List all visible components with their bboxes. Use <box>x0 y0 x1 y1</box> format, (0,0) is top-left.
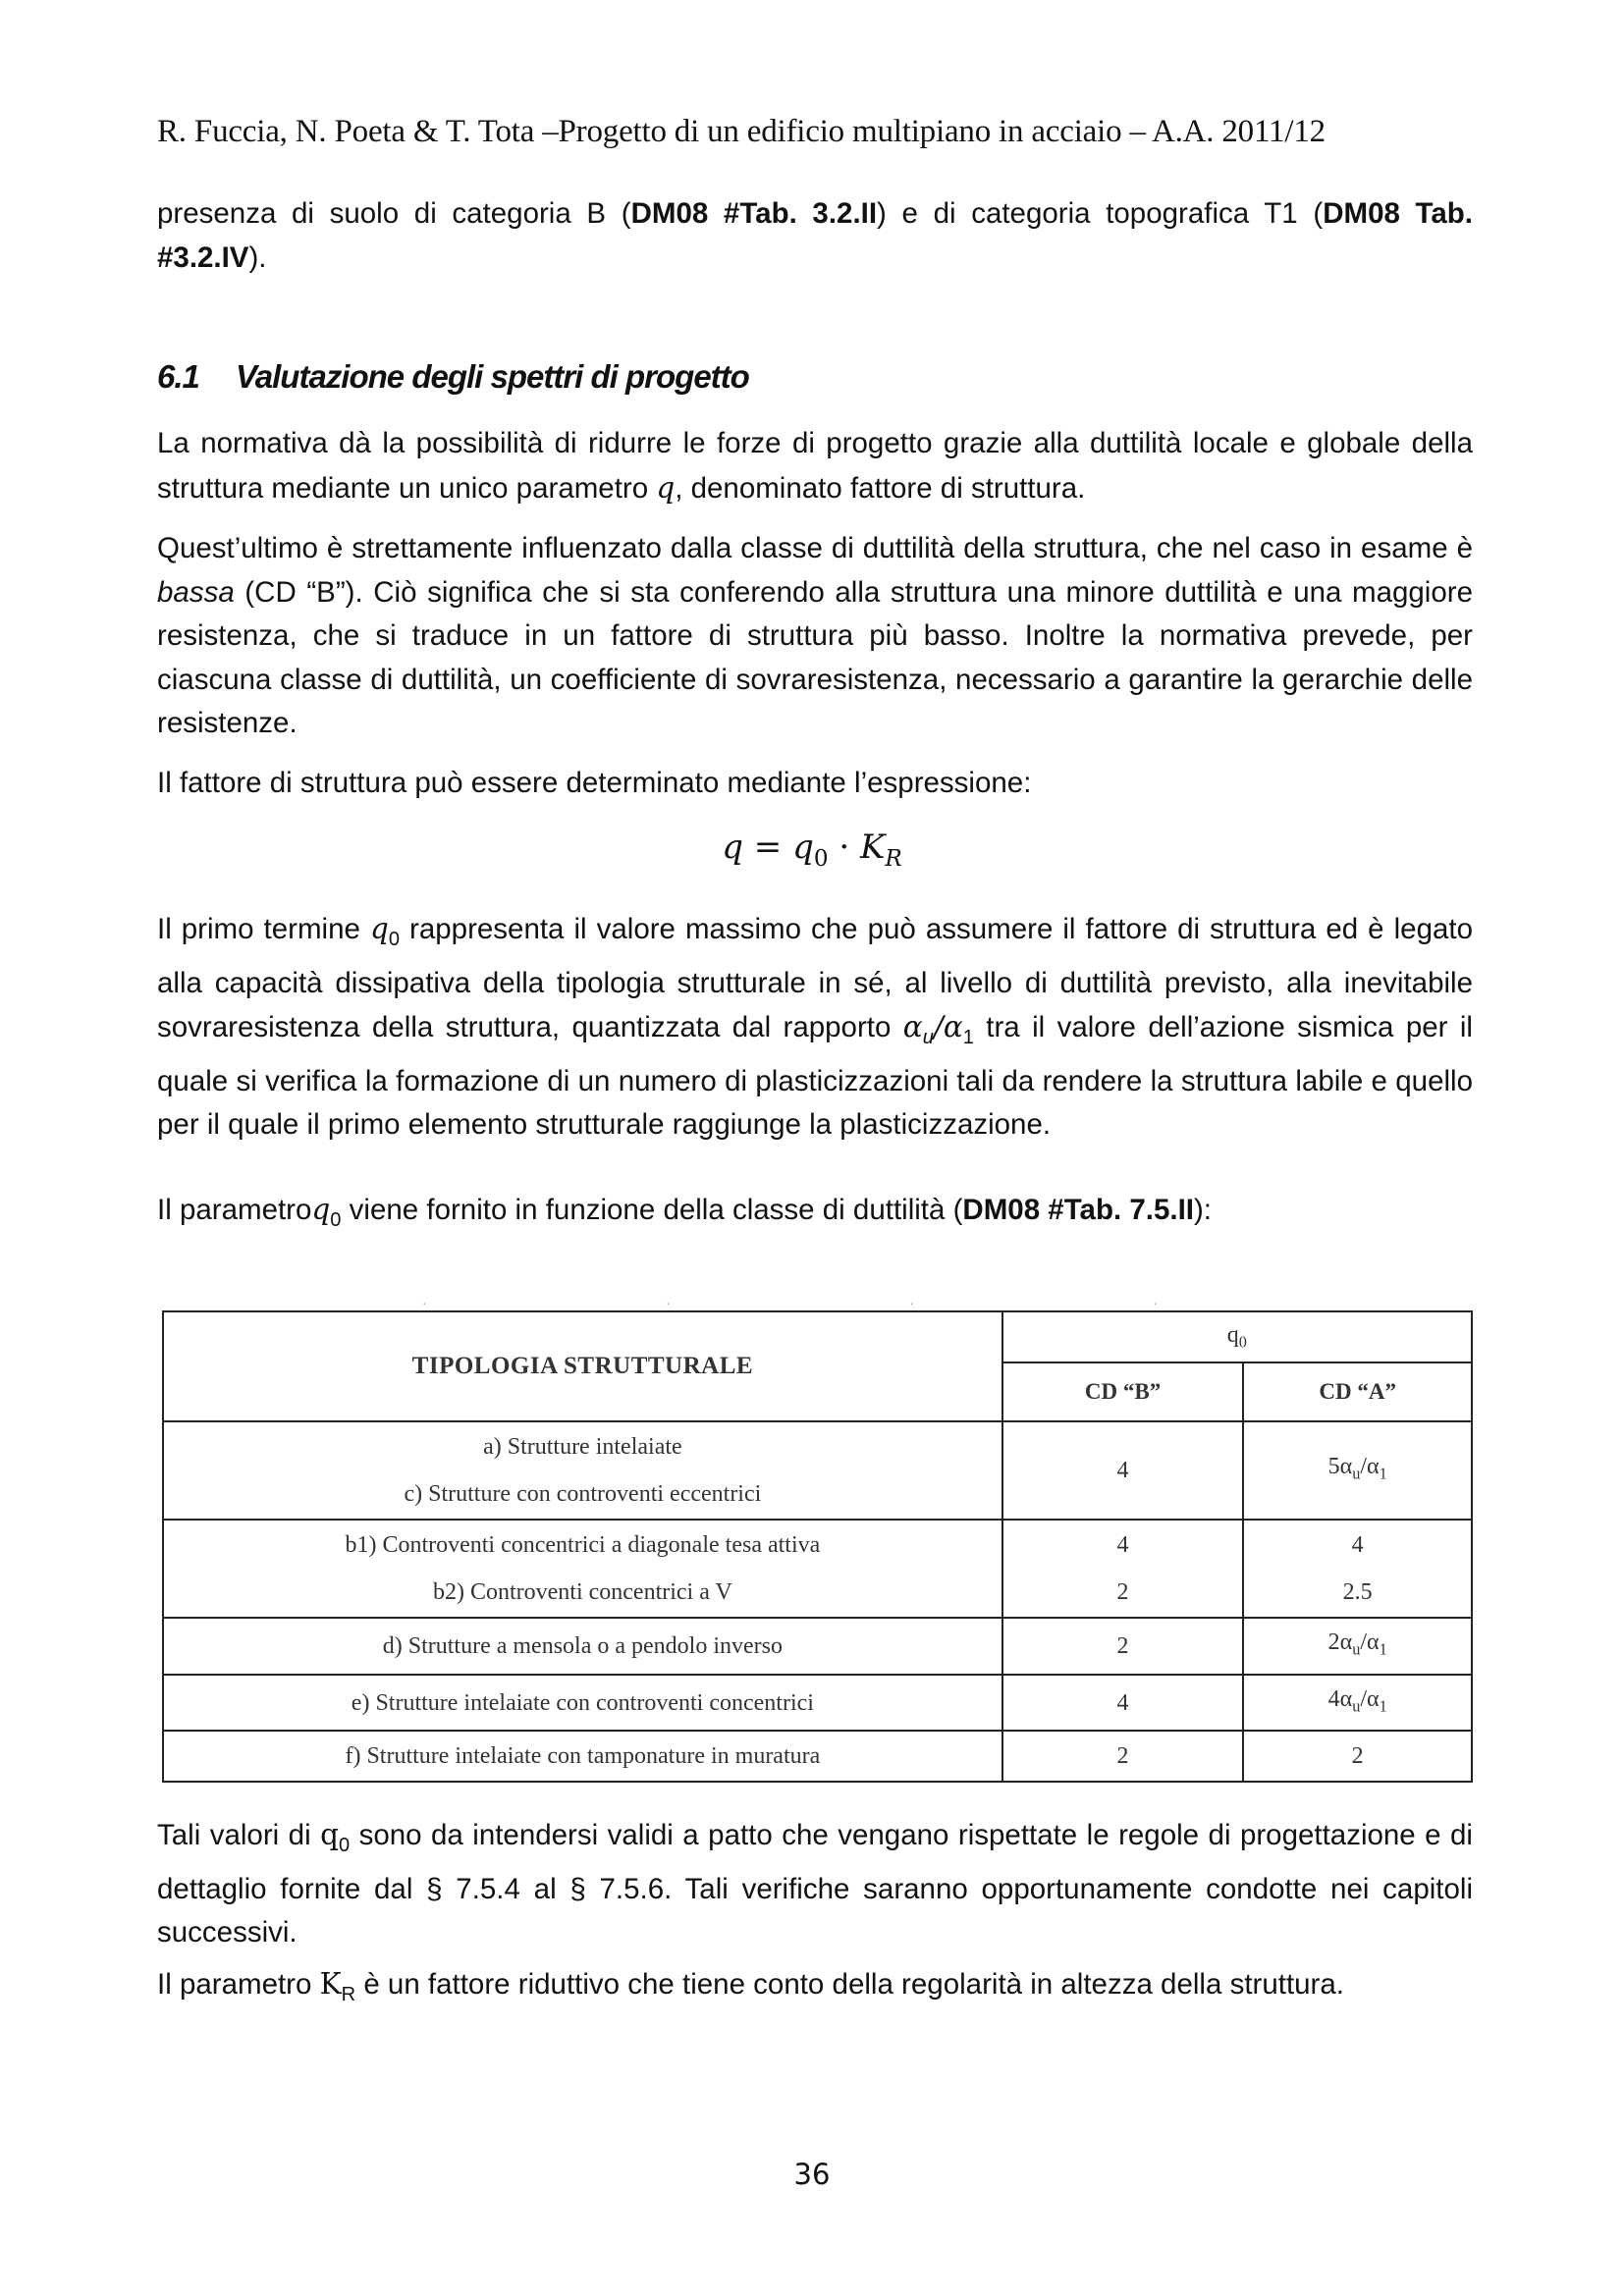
table-row <box>163 1618 1472 1675</box>
cell-tipologia <box>163 1421 1002 1520</box>
paragraph-1: La normativa dà la possibilità di ridurre le forze di progetto grazie alla duttilità locale e globale della struttura mediante un unico parametro q, denominato fattore di struttura. <box>157 427 1473 505</box>
header-q0: $q_0$ <box>1002 1311 1472 1362</box>
paragraph-7: Il parametro $K_R$ è un fattore riduttivo che tiene conto della regolarità in altezza della struttura. <box>157 1967 1344 2006</box>
page-number: 36 <box>793 2158 831 2191</box>
cell-tipologia-line: a) Strutture intelaiate <box>483 1434 682 1460</box>
cell-cd-a-line: $4\alpha_u/\alpha_1$ <box>1327 1685 1387 1716</box>
cell-tipologia <box>163 1520 1002 1618</box>
q0-table-body <box>163 1311 1472 1782</box>
header-cd-b: CD “B” <box>1002 1362 1244 1421</box>
header-tipologia: TIPOLOGIA STRUTTURALE <box>163 1311 1002 1421</box>
cell-cd-b-line: 2 <box>1116 1632 1129 1659</box>
cell-cd-a-line: 2.5 <box>1342 1579 1373 1605</box>
cell-cd-a <box>1243 1618 1472 1675</box>
cell-tipologia <box>163 1675 1002 1732</box>
cell-cd-b-line: 4 <box>1116 1689 1129 1716</box>
cell-tipologia <box>163 1618 1002 1675</box>
table-row <box>163 1675 1472 1732</box>
table-row <box>163 1731 1472 1782</box>
section-title: Valutazione degli spettri di progetto <box>236 358 749 395</box>
cell-cd-b-line: 4 <box>1116 1532 1129 1558</box>
cell-cd-b-line: 4 <box>1116 1458 1129 1483</box>
cell-cd-a-line: $2\alpha_u/\alpha_1$ <box>1327 1629 1387 1659</box>
q0-table <box>162 1310 1473 1783</box>
cell-tipologia-line: e) Strutture intelaiate con controventi concentrici <box>351 1689 814 1716</box>
cell-tipologia-line: d) Strutture a mensola o a pendolo inverso <box>382 1632 783 1659</box>
cell-cd-a <box>1243 1675 1472 1732</box>
cell-cd-b <box>1002 1520 1244 1618</box>
cell-tipologia-line: b2) Controventi concentrici a V <box>432 1579 732 1605</box>
scan-artifact: · · · · <box>422 1298 1276 1312</box>
cell-tipologia-line: f) Strutture intelaiate con tamponature in muratura <box>345 1743 821 1770</box>
paragraph-4: Il primo termine $q_0$ rappresenta il valore massimo che può assumere il fattore di struttura ed è legato alla capacità dissipativa della tipologia strutturale in sé, al livello di duttilità previsto, alla inevitabile sovraresistenza della struttura, quantizzata dal rapporto $\alpha_u/\alpha_1$ tra il valore dell’azione sismica per il quale si verifica la formazione di un numero di plasticizzazioni tali da rendere la struttura labile e quello per il quale il primo elemento strutturale raggiunge la plasticizzazione. <box>157 912 1473 1142</box>
cell-cd-a-line: 4 <box>1351 1532 1364 1558</box>
section-number: 6.1 <box>157 358 199 395</box>
cell-cd-a <box>1243 1731 1472 1782</box>
cell-cd-a <box>1243 1520 1472 1618</box>
intro-paragraph: presenza di suolo di categoria B (DM08 #Tab. 3.2.II) e di categoria topografica T1 (DM08 Tab. #3.2.IV). <box>157 197 1473 274</box>
cell-cd-a <box>1243 1421 1472 1520</box>
section-heading <box>157 358 749 396</box>
cell-tipologia-line: b1) Controventi concentrici a diagonale tesa attiva <box>345 1532 821 1558</box>
paragraph-2: Quest’ultimo è strettamente influenzato dalla classe di duttilità della struttura, che nel caso in esame è bassa (CD “B”). Ciò significa che si sta conferendo alla struttura una minore duttilità e una maggiore resistenza, che si traduce in un fattore di struttura più basso. Inoltre la normativa prevede, per ciascuna classe di duttilità, un coefficiente di sovraresistenza, necessario a garantire la gerarchie delle resistenze. <box>157 532 1473 739</box>
cell-cd-b-line: 2 <box>1116 1579 1129 1605</box>
cell-cd-b <box>1002 1675 1244 1732</box>
cell-cd-b <box>1002 1421 1244 1520</box>
cell-cd-b <box>1002 1618 1244 1675</box>
formula-q: $q = q_0 \cdot K_R$ <box>722 828 902 873</box>
cell-cd-a-line: $5\alpha_u/\alpha_1$ <box>1327 1454 1387 1483</box>
paragraph-6: Tali valori di $q_0$ sono da intendersi validi a patto che vengano rispettate le regole di progettazione e di dettaglio fornite dal § 7.5.4 al § 7.5.6. Tali verifiche saranno opportunamente condotte nei capitoli successivi. <box>157 1818 1473 1949</box>
cell-cd-a-line: 2 <box>1351 1743 1364 1770</box>
header-cd-a: CD “A” <box>1243 1362 1472 1421</box>
paragraph-3: Il fattore di struttura può essere determinato mediante l’espressione: <box>157 767 1032 799</box>
cell-cd-b <box>1002 1731 1244 1782</box>
table-row <box>163 1421 1472 1520</box>
cell-tipologia-line: c) Strutture con controventi eccentrici <box>404 1481 762 1507</box>
cell-cd-b-line: 2 <box>1116 1743 1129 1770</box>
cell-tipologia <box>163 1731 1002 1782</box>
table-row <box>163 1520 1472 1618</box>
running-header: R. Fuccia, N. Poeta & T. Tota –Progetto di un edificio multipiano in acciaio – A.A. 2011/12 <box>157 114 1326 149</box>
paragraph-5: Il parametroq$_0$ viene fornito in funzione della classe di duttilità (DM08 #Tab. 7.5.II): <box>157 1193 1212 1232</box>
